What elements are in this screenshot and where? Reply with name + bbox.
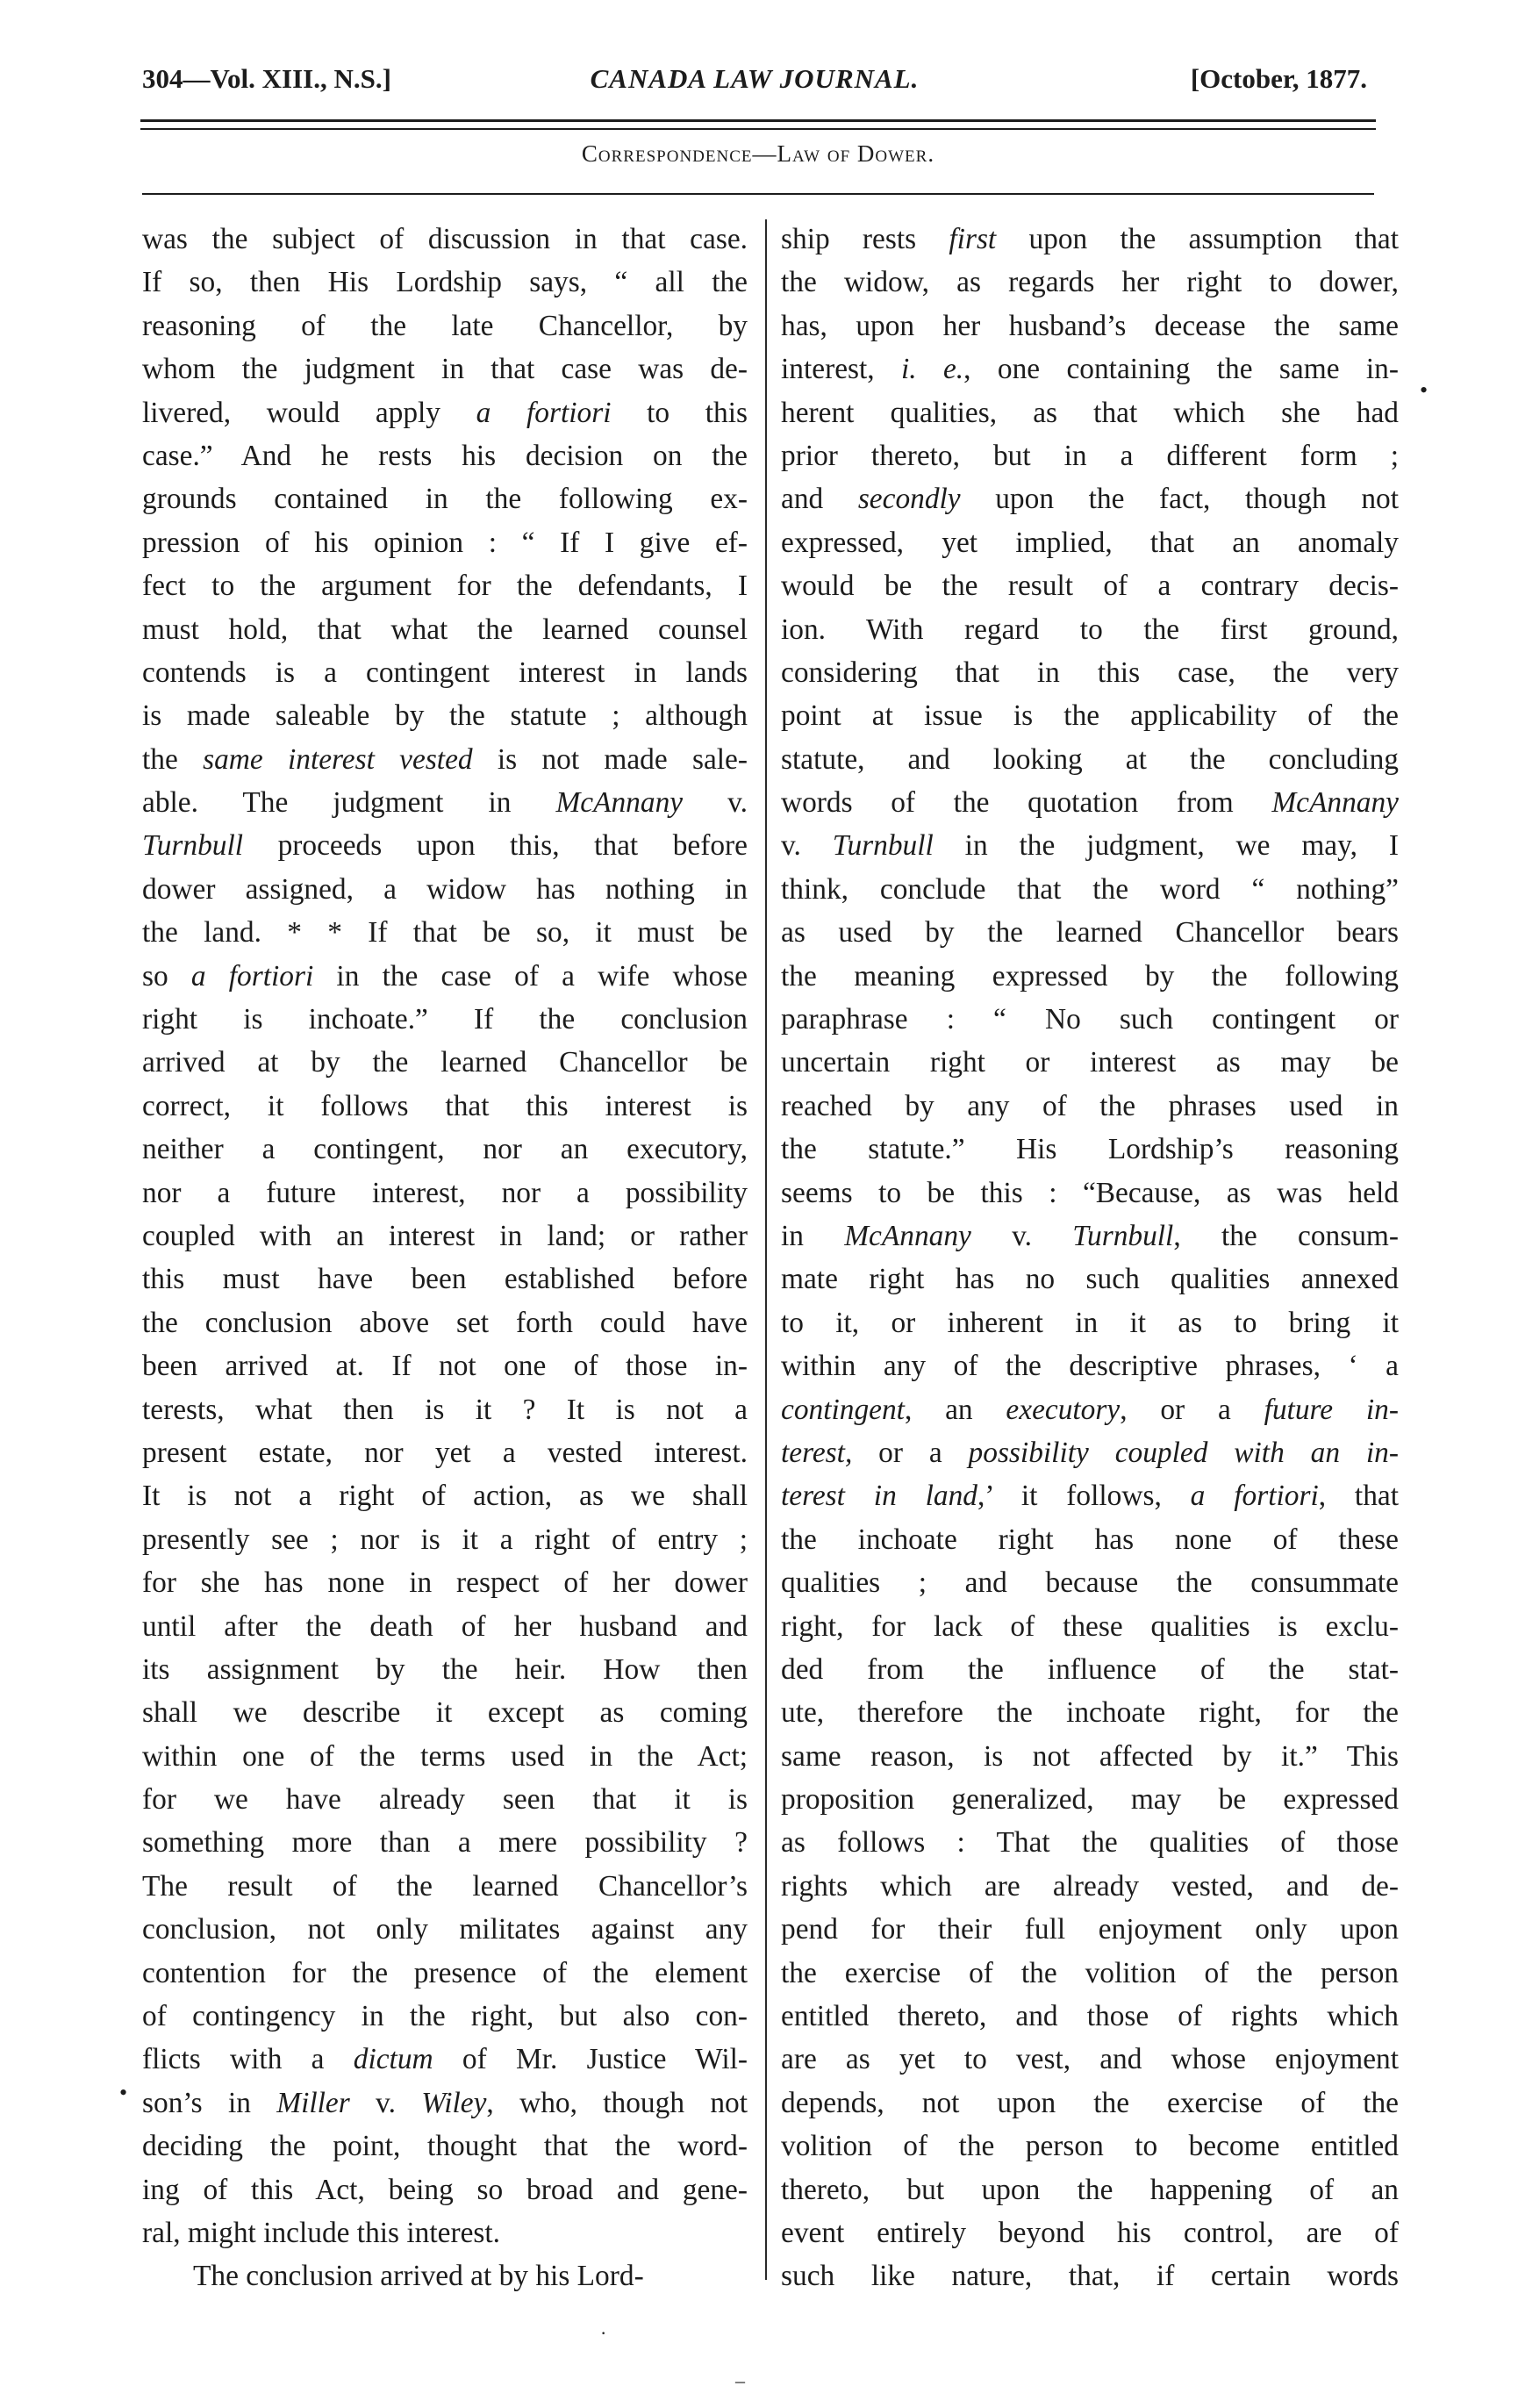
page-speck: – [735, 2369, 745, 2391]
text-line: case.” And he rests his decision on the [142, 439, 748, 472]
text-line: thereto, but upon the happening of an [781, 2173, 1399, 2206]
text-line: herent qualities, as that which she had [781, 396, 1399, 429]
text-line: for she has none in respect of her dower [142, 1566, 748, 1600]
text-line: expressed, yet implied, that an anomaly [781, 526, 1399, 559]
text-line: would be the result of a contrary decis- [781, 570, 1399, 603]
text-line: the widow, as regards her right to dower, [781, 266, 1399, 299]
text-line: right, for lack of these qualities is exclu- [781, 1609, 1399, 1643]
text-line: It is not a right of action, as we shall [142, 1480, 748, 1513]
text-line: the same interest vested is not made sale- [142, 742, 748, 776]
text-line: terests, what then is it ? It is not a [142, 1393, 748, 1426]
text-line: so a fortiori in the case of a wife whose [142, 959, 748, 993]
text-line: as used by the learned Chancellor bears [781, 916, 1399, 950]
text-line: was the subject of discussion in that case. [142, 223, 748, 255]
text-line: ral, might include this interest. [142, 2216, 501, 2249]
text-line: ion. With regard to the first ground, [781, 613, 1399, 646]
journal-title: CANADA LAW JOURNAL. [590, 63, 920, 94]
issue-date: [October, 1877. [1190, 63, 1367, 94]
text-line: The result of the learned Chancellor’s [142, 1869, 748, 1903]
text-line: the conclusion above set forth could have [142, 1306, 748, 1339]
text-line: something more than a mere possibility ? [142, 1826, 748, 1860]
text-line: present estate, nor yet a vested interest. [142, 1436, 748, 1469]
text-line: If so, then His Lordship says, “ all the [142, 266, 748, 299]
text-line: to it, or inherent in it as to bring it [781, 1306, 1399, 1339]
running-head [142, 63, 1367, 112]
text-line: until after the death of her husband and [142, 1609, 748, 1643]
text-line: nor a future interest, nor a possibility [142, 1176, 748, 1209]
text-line: dower assigned, a widow has nothing in [142, 872, 748, 906]
text-line: correct, it follows that this interest is [142, 1089, 748, 1122]
text-line: for we have already seen that it is [142, 1783, 748, 1817]
text-line: ute, therefore the inchoate right, for the [781, 1696, 1399, 1730]
text-line: considering that in this case, the very [781, 656, 1399, 689]
text-line: contention for the presence of the element [142, 1956, 748, 1989]
text-line: this must have been established before [142, 1263, 748, 1296]
text-line: as follows : That the qualities of those [781, 1826, 1399, 1860]
margin-mark: • [1420, 377, 1428, 403]
text-line: livered, would apply a fortiori to this [142, 396, 748, 429]
text-line: the inchoate right has none of these [781, 1523, 1399, 1556]
text-line: contingent, an executory, or a future in- [781, 1393, 1399, 1426]
text-line: has, upon her husband’s decease the same [781, 309, 1399, 342]
left-text-column [142, 218, 748, 2298]
text-line: terest in land,’ it follows, a fortiori, that [781, 1480, 1399, 1513]
text-line: Turnbull proceeds upon this, that before [142, 829, 748, 863]
text-line: presently see ; nor is it a right of entry ; [142, 1523, 748, 1556]
text-line: coupled with an interest in land; or rather [142, 1219, 748, 1252]
text-line: within one of the terms used in the Act; [142, 1739, 748, 1773]
text-line: terest, or a possibility coupled with an in- [781, 1436, 1399, 1469]
text-line: prior thereto, but in a different form ; [781, 439, 1399, 472]
text-line: The conclusion arrived at by his Lord- [193, 2260, 644, 2293]
text-line: statute, and looking at the concluding [781, 742, 1399, 776]
text-line: right is inchoate.” If the conclusion [142, 1003, 748, 1036]
text-line: proposition generalized, may be expressed [781, 1783, 1399, 1817]
text-line: seems to be this : “Because, as was held [781, 1176, 1399, 1209]
text-line: is made saleable by the statute ; although [142, 699, 748, 733]
text-line: uncertain right or interest as may be [781, 1046, 1399, 1079]
header-rule-thick [140, 119, 1376, 122]
text-line: mate right has no such qualities annexed [781, 1263, 1399, 1296]
text-line: pression of his opinion : “ If I give ef- [142, 526, 748, 559]
text-line: neither a contingent, nor an executory, [142, 1133, 748, 1166]
text-line: such like nature, that, if certain words [781, 2260, 1399, 2293]
text-line: whom the judgment in that case was de- [142, 353, 748, 386]
text-line: ing of this Act, being so broad and gene- [142, 2173, 748, 2206]
text-line: in McAnnany v. Turnbull, the consum- [781, 1219, 1399, 1252]
text-line: the meaning expressed by the following [781, 959, 1399, 993]
text-line: interest, i. e., one containing the same in- [781, 353, 1399, 386]
header-rule-thin [140, 128, 1376, 130]
text-line: shall we describe it except as coming [142, 1696, 748, 1730]
text-line: reached by any of the phrases used in [781, 1089, 1399, 1122]
text-line: able. The judgment in McAnnany v. [142, 786, 748, 820]
text-line: the statute.” His Lordship’s reasoning [781, 1133, 1399, 1166]
text-line: and secondly upon the fact, though not [781, 483, 1399, 516]
text-line: qualities ; and because the consummate [781, 1566, 1399, 1600]
text-line: reasoning of the late Chancellor, by [142, 309, 748, 342]
text-line: deciding the point, thought that the word- [142, 2130, 748, 2163]
text-line: depends, not upon the exercise of the [781, 2086, 1399, 2119]
page-volume-label: 304—Vol. XIII., N.S.] [142, 63, 391, 94]
text-line: grounds contained in the following ex- [142, 483, 748, 516]
section-title: Correspondence—Law of Dower. [581, 140, 935, 167]
margin-mark: • [119, 2080, 128, 2105]
column-divider [765, 219, 767, 2280]
text-line: are as yet to vest, and whose enjoyment [781, 2043, 1399, 2076]
text-line: arrived at by the learned Chancellor be [142, 1046, 748, 1079]
text-line: v. Turnbull in the judgment, we may, I [781, 829, 1399, 863]
text-line: its assignment by the heir. How then [142, 1652, 748, 1686]
text-line: paraphrase : “ No such contingent or [781, 1003, 1399, 1036]
text-line: pend for their full enjoyment only upon [781, 1913, 1399, 1946]
text-line: son’s in Miller v. Wiley, who, though not [142, 2086, 748, 2119]
text-line: conclusion, not only militates against any [142, 1913, 748, 1946]
text-line: the land. * * If that be so, it must be [142, 916, 748, 950]
text-line: same reason, is not affected by it.” This [781, 1739, 1399, 1773]
text-line: point at issue is the applicability of the [781, 699, 1399, 733]
text-line: event entirely beyond his control, are of [781, 2216, 1399, 2249]
text-line: of contingency in the right, but also con- [142, 2000, 748, 2033]
text-line: contends is a contingent interest in lands [142, 656, 748, 689]
page-speck: · [600, 2322, 607, 2344]
right-text-column [781, 218, 1399, 2298]
text-line: think, conclude that the word “ nothing” [781, 872, 1399, 906]
text-line: volition of the person to become entitled [781, 2130, 1399, 2163]
text-line: rights which are already vested, and de- [781, 1869, 1399, 1903]
text-line: must hold, that what the learned counsel [142, 613, 748, 646]
section-title-rule [142, 193, 1374, 195]
text-line: the exercise of the volition of the person [781, 1956, 1399, 1989]
text-line: fect to the argument for the defendants, I [142, 570, 748, 603]
text-line: ded from the influence of the stat- [781, 1652, 1399, 1686]
text-line: words of the quotation from McAnnany [781, 786, 1399, 820]
text-line: been arrived at. If not one of those in- [142, 1350, 748, 1383]
text-line: entitled thereto, and those of rights which [781, 2000, 1399, 2033]
text-line: ship rests first upon the assumption that [781, 223, 1399, 255]
text-line: within any of the descriptive phrases, ‘ a [781, 1350, 1399, 1383]
text-line: flicts with a dictum of Mr. Justice Wil- [142, 2043, 748, 2076]
